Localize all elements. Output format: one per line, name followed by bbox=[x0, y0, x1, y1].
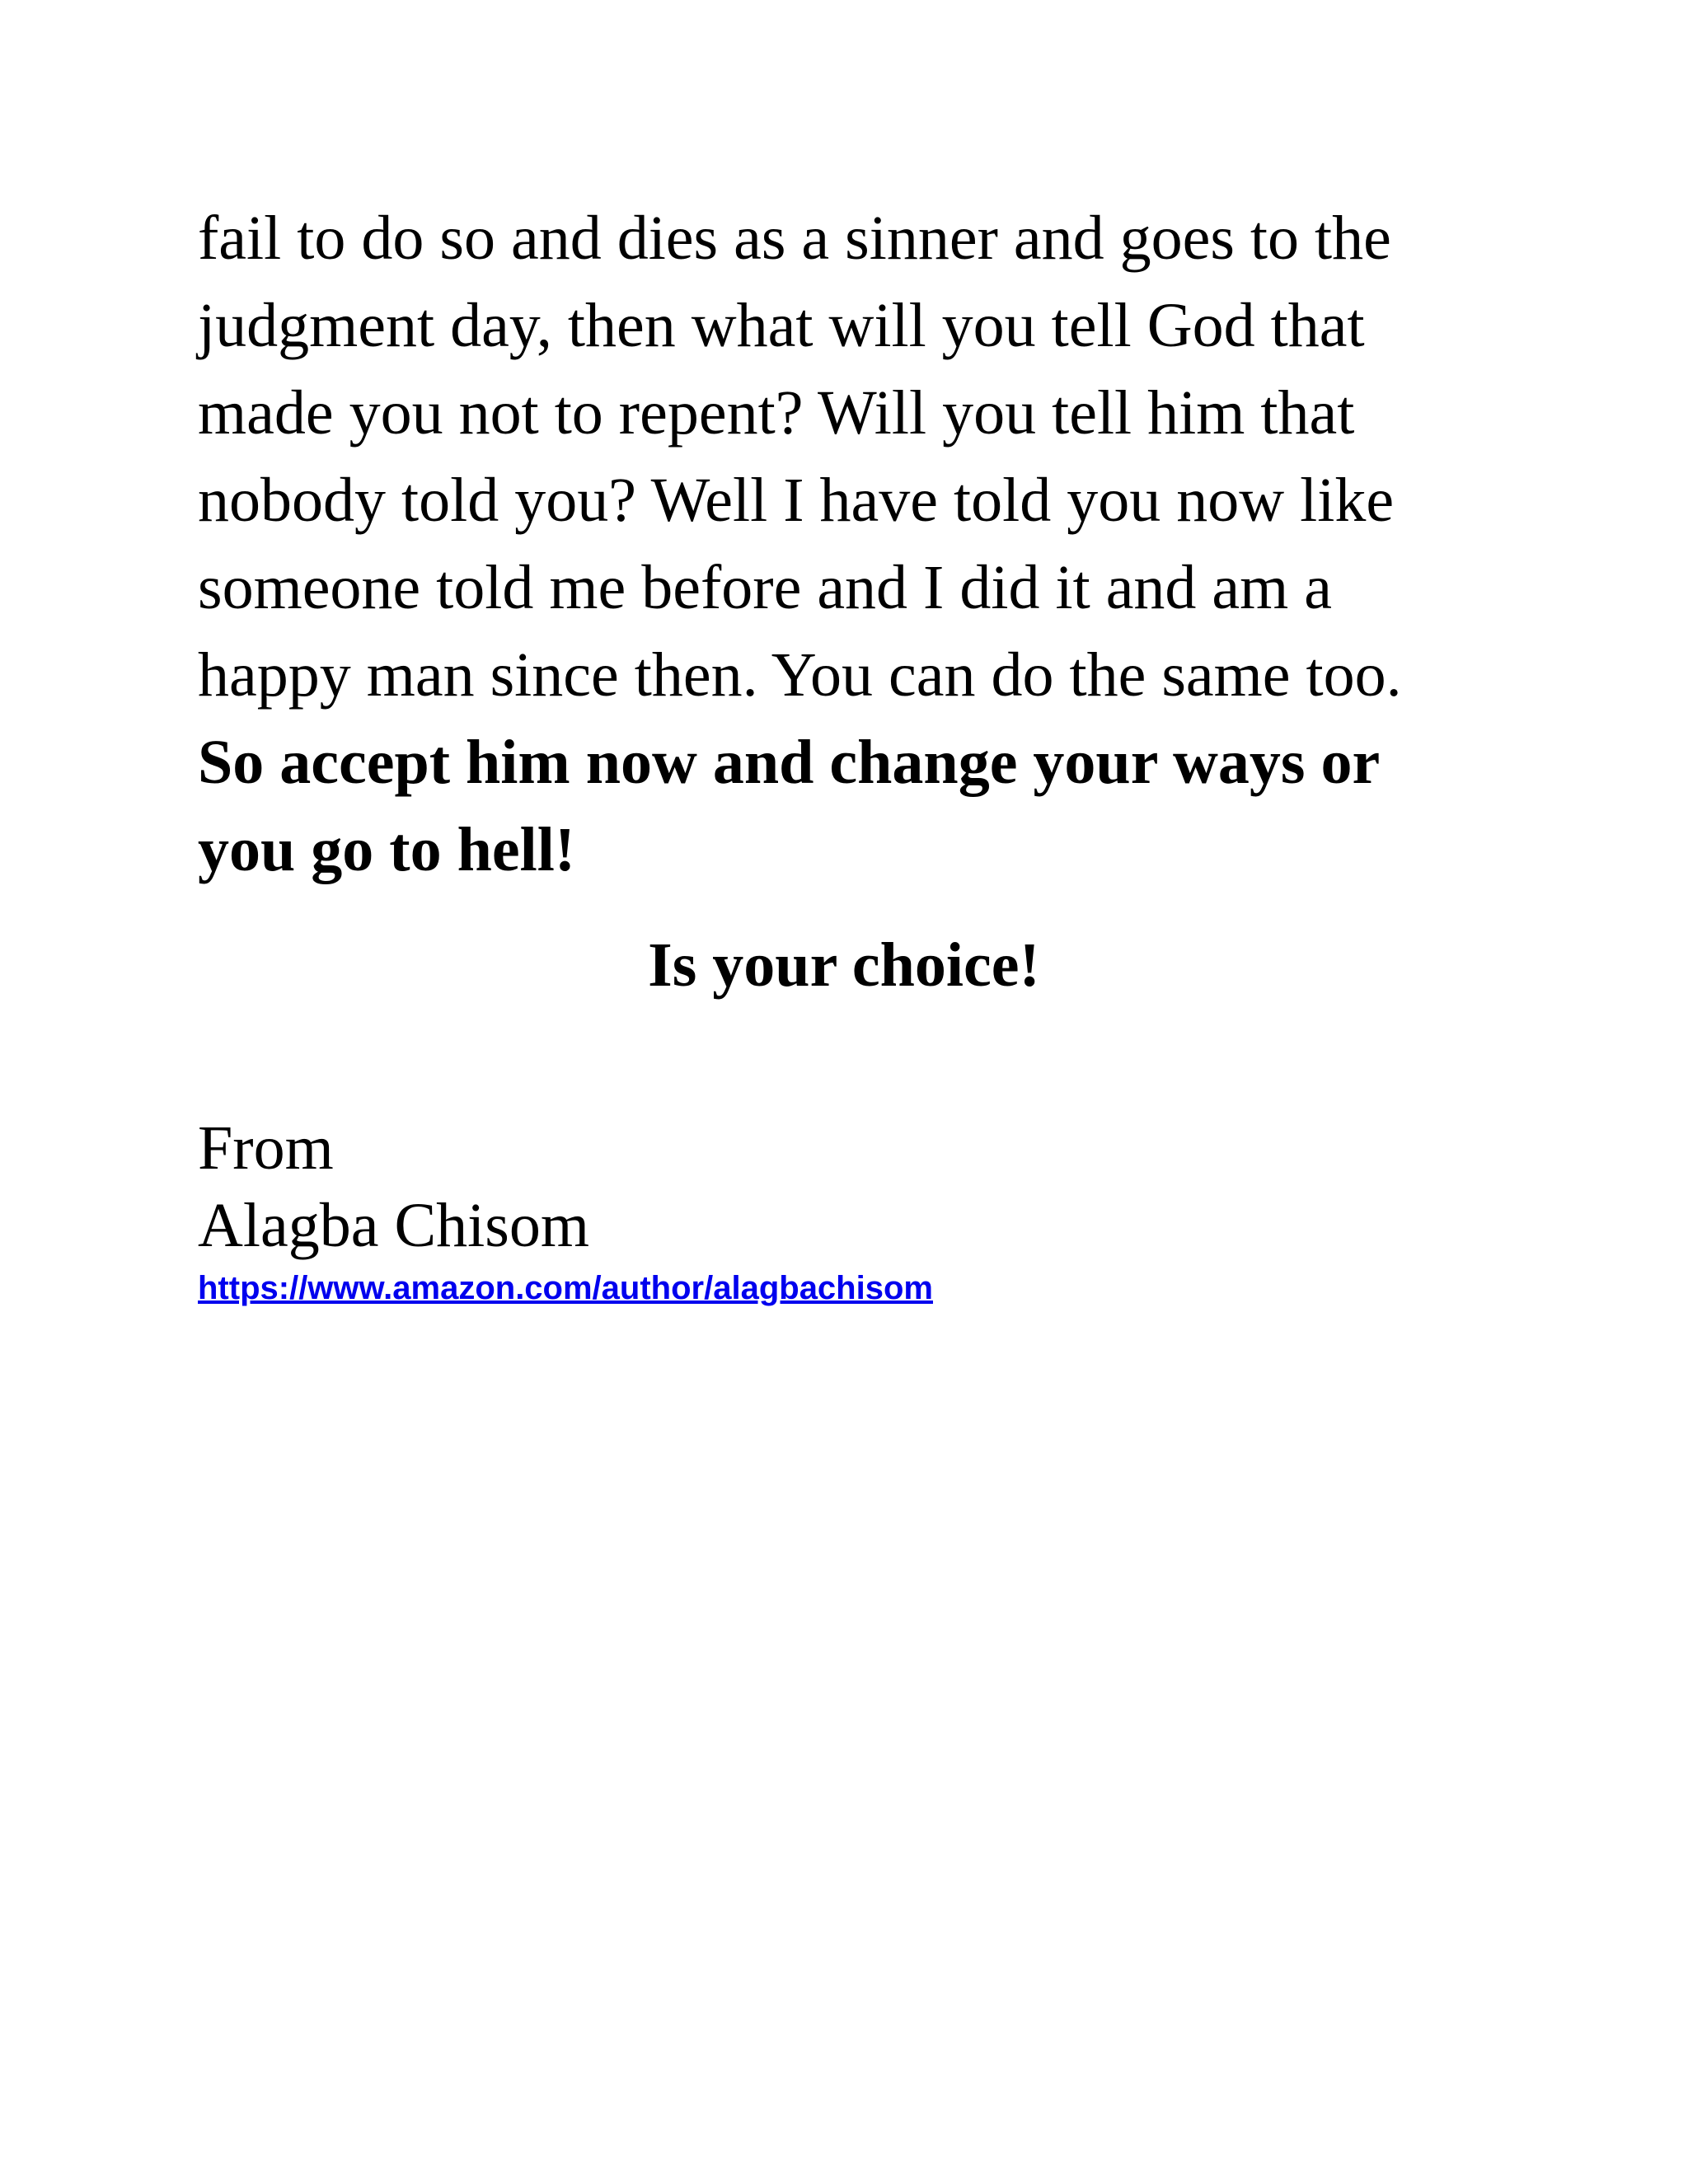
signoff-from: From bbox=[198, 1113, 334, 1183]
main-paragraph bbox=[198, 194, 1533, 893]
emphasis-line: you go to hell! bbox=[198, 815, 576, 884]
author-name: Alagba Chisom bbox=[198, 1191, 589, 1260]
signoff-block bbox=[198, 1109, 589, 1264]
paragraph-line: nobody told you? Well I have told you now like bbox=[198, 466, 1395, 535]
paragraph-line: fail to do so and dies as a sinner and goes to the bbox=[198, 204, 1391, 273]
emphasis-line: So accept him now and change your ways or bbox=[198, 728, 1381, 797]
paragraph-line: someone told me before and I did it and am a bbox=[198, 553, 1333, 622]
choice-heading: Is your choice! bbox=[648, 930, 1040, 1000]
paragraph-line: happy man since then. You can do the same too. bbox=[198, 640, 1402, 710]
author-link[interactable]: https://www.amazon.com/author/alagbachisom bbox=[198, 1270, 933, 1306]
paragraph-line: made you not to repent? Will you tell him that bbox=[198, 378, 1355, 448]
paragraph-line: judgment day, then what will you tell God that bbox=[198, 291, 1365, 360]
